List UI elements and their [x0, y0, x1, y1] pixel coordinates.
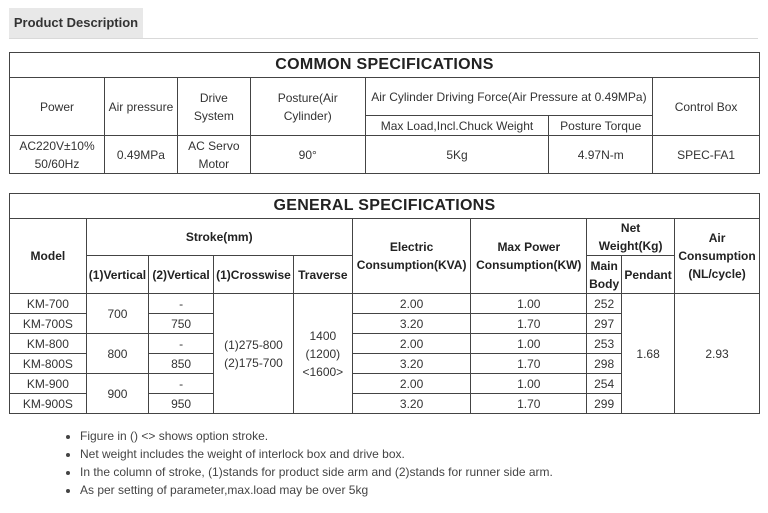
main-body-cell: 297 — [587, 314, 622, 334]
header-pendant: Pendant — [622, 256, 675, 294]
vertical2-cell: - — [149, 334, 214, 354]
vertical2-cell: - — [149, 294, 214, 314]
tab-divider — [9, 38, 758, 39]
value-drive-system: AC Servo Motor — [177, 136, 250, 174]
value-control-box: SPEC-FA1 — [653, 136, 760, 174]
value-posture-torque: 4.97N-m — [549, 136, 653, 174]
electric-cell: 2.00 — [352, 294, 471, 314]
value-posture: 90° — [250, 136, 365, 174]
vertical2-cell: 750 — [149, 314, 214, 334]
model-cell: KM-700S — [10, 314, 87, 334]
model-cell: KM-900 — [10, 374, 87, 394]
common-specifications-table — [9, 52, 760, 174]
model-cell: KM-900S — [10, 394, 87, 414]
pendant-cell: 1.68 — [622, 294, 675, 414]
max-power-cell: 1.70 — [471, 314, 587, 334]
product-description-tab[interactable]: Product Description — [9, 8, 143, 38]
header-max-power: Max Power Consumption(KW) — [471, 219, 587, 294]
max-power-cell: 1.70 — [471, 354, 587, 374]
header-vertical-1: (1)Vertical — [86, 256, 148, 294]
value-power: AC220V±10% 50/60Hz — [10, 136, 105, 174]
max-power-cell: 1.70 — [471, 394, 587, 414]
general-specifications-table — [9, 193, 760, 414]
header-stroke: Stroke(mm) — [86, 219, 352, 256]
header-net-weight: Net Weight(Kg) — [587, 219, 675, 256]
header-air-cylinder-force: Air Cylinder Driving Force(Air Pressure at 0.49MPa) — [365, 78, 653, 116]
main-body-cell: 253 — [587, 334, 622, 354]
header-control-box: Control Box — [653, 78, 760, 136]
electric-cell: 3.20 — [352, 314, 471, 334]
common-spec-title: COMMON SPECIFICATIONS — [10, 53, 760, 78]
header-model: Model — [10, 219, 87, 294]
list-item: • Figure in () <> shows option stroke. — [80, 427, 553, 445]
header-max-load: Max Load,Incl.Chuck Weight — [365, 116, 549, 136]
header-electric-consumption: Electric Consumption(KVA) — [352, 219, 471, 294]
model-cell: KM-700 — [10, 294, 87, 314]
list-item: • As per setting of parameter,max.load may be over 5kg — [80, 481, 553, 499]
header-posture: Posture(Air Cylinder) — [250, 78, 365, 136]
max-power-cell: 1.00 — [471, 294, 587, 314]
header-drive-system: Drive System — [177, 78, 250, 136]
vertical2-cell: 850 — [149, 354, 214, 374]
main-body-cell: 252 — [587, 294, 622, 314]
electric-cell: 3.20 — [352, 354, 471, 374]
table-row — [10, 294, 760, 314]
main-body-cell: 254 — [587, 374, 622, 394]
crosswise-cell: (1)275-800 (2)175-700 — [214, 294, 294, 414]
header-power: Power — [10, 78, 105, 136]
electric-cell: 2.00 — [352, 374, 471, 394]
traverse-cell: 1400 (1200) <1600> — [293, 294, 352, 414]
header-crosswise: (1)Crosswise — [214, 256, 294, 294]
header-air-pressure: Air pressure — [104, 78, 177, 136]
list-item: • Net weight includes the weight of interlock box and drive box. — [80, 445, 553, 463]
header-main-body: Main Body — [587, 256, 622, 294]
header-posture-torque: Posture Torque — [549, 116, 653, 136]
header-air-consumption: Air Consumption (NL/cycle) — [675, 219, 760, 294]
vertical2-cell: - — [149, 374, 214, 394]
vertical1-cell: 700 — [86, 294, 148, 334]
max-power-cell: 1.00 — [471, 374, 587, 394]
vertical2-cell: 950 — [149, 394, 214, 414]
model-cell: KM-800 — [10, 334, 87, 354]
main-body-cell: 299 — [587, 394, 622, 414]
header-vertical-2: (2)Vertical — [149, 256, 214, 294]
vertical1-cell: 900 — [86, 374, 148, 414]
model-cell: KM-800S — [10, 354, 87, 374]
air-consumption-cell: 2.93 — [675, 294, 760, 414]
vertical1-cell: 800 — [86, 334, 148, 374]
max-power-cell: 1.00 — [471, 334, 587, 354]
value-max-load: 5Kg — [365, 136, 549, 174]
spec-notes-list — [60, 427, 553, 499]
electric-cell: 3.20 — [352, 394, 471, 414]
main-body-cell: 298 — [587, 354, 622, 374]
list-item: • In the column of stroke, (1)stands for product side arm and (2)stands for runner side arm. — [80, 463, 553, 481]
value-air-pressure: 0.49MPa — [104, 136, 177, 174]
header-traverse: Traverse — [293, 256, 352, 294]
general-spec-title: GENERAL SPECIFICATIONS — [10, 194, 760, 219]
electric-cell: 2.00 — [352, 334, 471, 354]
